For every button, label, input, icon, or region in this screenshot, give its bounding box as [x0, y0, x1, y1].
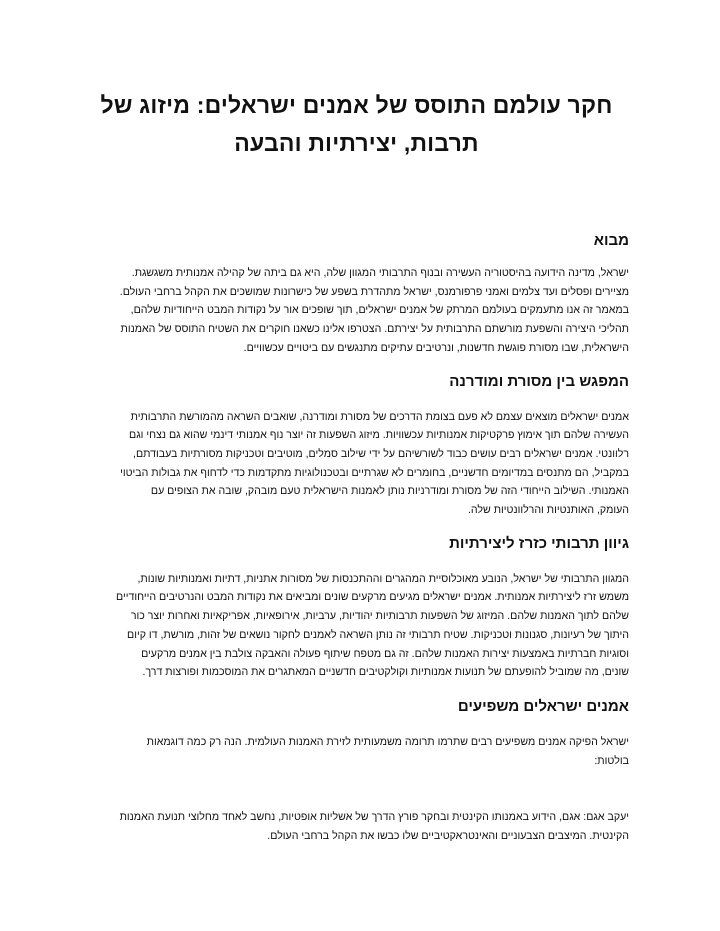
paragraph-line: שונים, מה שמוביל להופעתם של תנועות אמנותיות וקולקטיבים חדשניים המאתגרים את המוסכמות ופורצות דרך.	[142, 666, 629, 679]
section-paragraph-intro	[84, 264, 629, 358]
paragraph-line: ישראל, מדינה הידועה בהיסטוריה העשירה ובנוף התרבותי המגוון שלה, היא גם ביתה של קהילה אמנותית משגשגת.	[131, 267, 629, 279]
paragraph-line: הקינטית. המיצבים הצבעוניים והאינטראקטיביים שלו כבשו את הקהל ברחבי העולם.	[267, 830, 629, 843]
paragraph-line: במאמר זה אנו מתעמקים בעולמם המרתק של אמנים ישראלים, תוך שופכים אור על נקודות המבט הייחודיות שלהם,	[130, 304, 629, 317]
section-heading-influential-artists: אמנים ישראלים משפיעים	[457, 697, 629, 715]
paragraph-line: הישראלית, שבו מסורת פוגשת חדשנות, ונרטיבים עתיקים מתנגשים עם ביטויים עכשוויים.	[243, 341, 629, 354]
section-heading-intro: מבוא	[593, 232, 629, 249]
paragraph-line: במקביל, הם מתנסים במדיומים חדשניים, בחומרים לא שגרתיים ובטכנולוגיות מתקדמות כדי לדחוף את גבולות הביטוי	[120, 466, 629, 479]
paragraph-line: היתוך של רעיונות, סגנונות וטכניקות. שטיח תרבותי זה נותן השראה לאמנים לחקור נושאים של זהות, מורשת, דו קיום	[127, 628, 629, 641]
paragraph-line: שלהם לתוך האמנות שלהם. המיזוג של השפעות תרבותיות יהודיות, ערביות, אירופאיות, אפריקאיות ואחרות יוצר כור	[130, 610, 629, 623]
paragraph-line: משמש זרז ליצירתיות אמנותית. אמנים ישראלים מגיעים מרקעים שונים ומביאים את נקודות המבט והנרטיבים הייחודיים	[116, 591, 629, 604]
section-paragraph-cultural-diversity	[84, 570, 629, 682]
paragraph-line: ישראל הפיקה אמנים משפיעים רבים שתרמו תרומה משמעותית לזירת האמנות העולמית. הנה רק כמה דוגמאות	[146, 735, 629, 748]
section-paragraph-tradition-modernity	[84, 408, 629, 520]
page-title	[84, 86, 629, 162]
section-heading-tradition-modernity: המפגש בין מסורת ומודרנה	[449, 372, 629, 390]
paragraph-line: המגוון התרבותי של ישראל, הנובע מאוכלוסיית המהגרים וההתכנסות של מסורות אתניות, דתיות ואמנותיות שונות,	[137, 572, 629, 585]
paragraph-line: יעקב אגם: אגם, הידוע באמנותו הקינטית ובחקר פורץ הדרך של אשליות אופטיות, נחשב לאחד מחלוצי תנועת האמנות	[119, 811, 629, 824]
paragraph-line: העשירה שלהם תוך אימוץ פרקטיקות אמנותיות עכשוויות. מיזוג השפעות זה יוצר נוף אמנותי דינמי שהוא גם נצחי וגם	[129, 429, 629, 442]
paragraph-line: העומק, האותנטיות והרלוונטיות שלה.	[467, 504, 629, 517]
paragraph-line: תהליכי היצירה והשפעת מורשתם התרבותית על יצירתם. הצטרפו אלינו כשאנו חוקרים את השטיח התוסס של האמנות	[120, 323, 629, 336]
section-paragraph-influential-artists	[84, 733, 629, 770]
title-line: חקר עולמם התוסס של אמנים ישראלים: מיזוג של	[100, 92, 613, 118]
paragraph-line: אמנים ישראלים מוצאים עצמם לא פעם בצומת הדרכים של מסורת ומודרנה, שואבים השראה מהמורשת התרבותית	[130, 410, 629, 423]
paragraph-line: רלוונטי. אמנים ישראלים רבים עושים כבוד לשורשיהם על ידי שילוב סמלים, מוטיבים וטכניקות מסורתיות בעבודתם,	[133, 447, 629, 460]
title-line: תרבות, יצירתיות והבעה	[234, 130, 479, 156]
paragraph-line: בולטות:	[594, 754, 629, 767]
paragraph-line: האמנותי. השילוב הייחודי הזה של מסורת ומודרניות נותן לאמנות הישראלית טעם מובהק, שובה את הצופים עם	[150, 485, 629, 498]
section-heading-cultural-diversity: גיוון תרבותי כזרז ליצירתיות	[449, 534, 629, 552]
document-page	[84, 0, 629, 846]
paragraph-line: וסוגיות חברתיות באמצעות יצירות האמנות שלהם. זה גם מטפח שיתוף פעולה והאבקה צולבת בין אמנים מרקעים	[141, 647, 629, 660]
paragraph-line: מציירים ופסלים ועד צלמים ואמני פרפורמנס, ישראל מתהדרת בשפע של כישרונות שמושכים את הקהל ברחבי העולם.	[119, 285, 629, 298]
artist-entry-yaacov-agam	[84, 808, 629, 845]
